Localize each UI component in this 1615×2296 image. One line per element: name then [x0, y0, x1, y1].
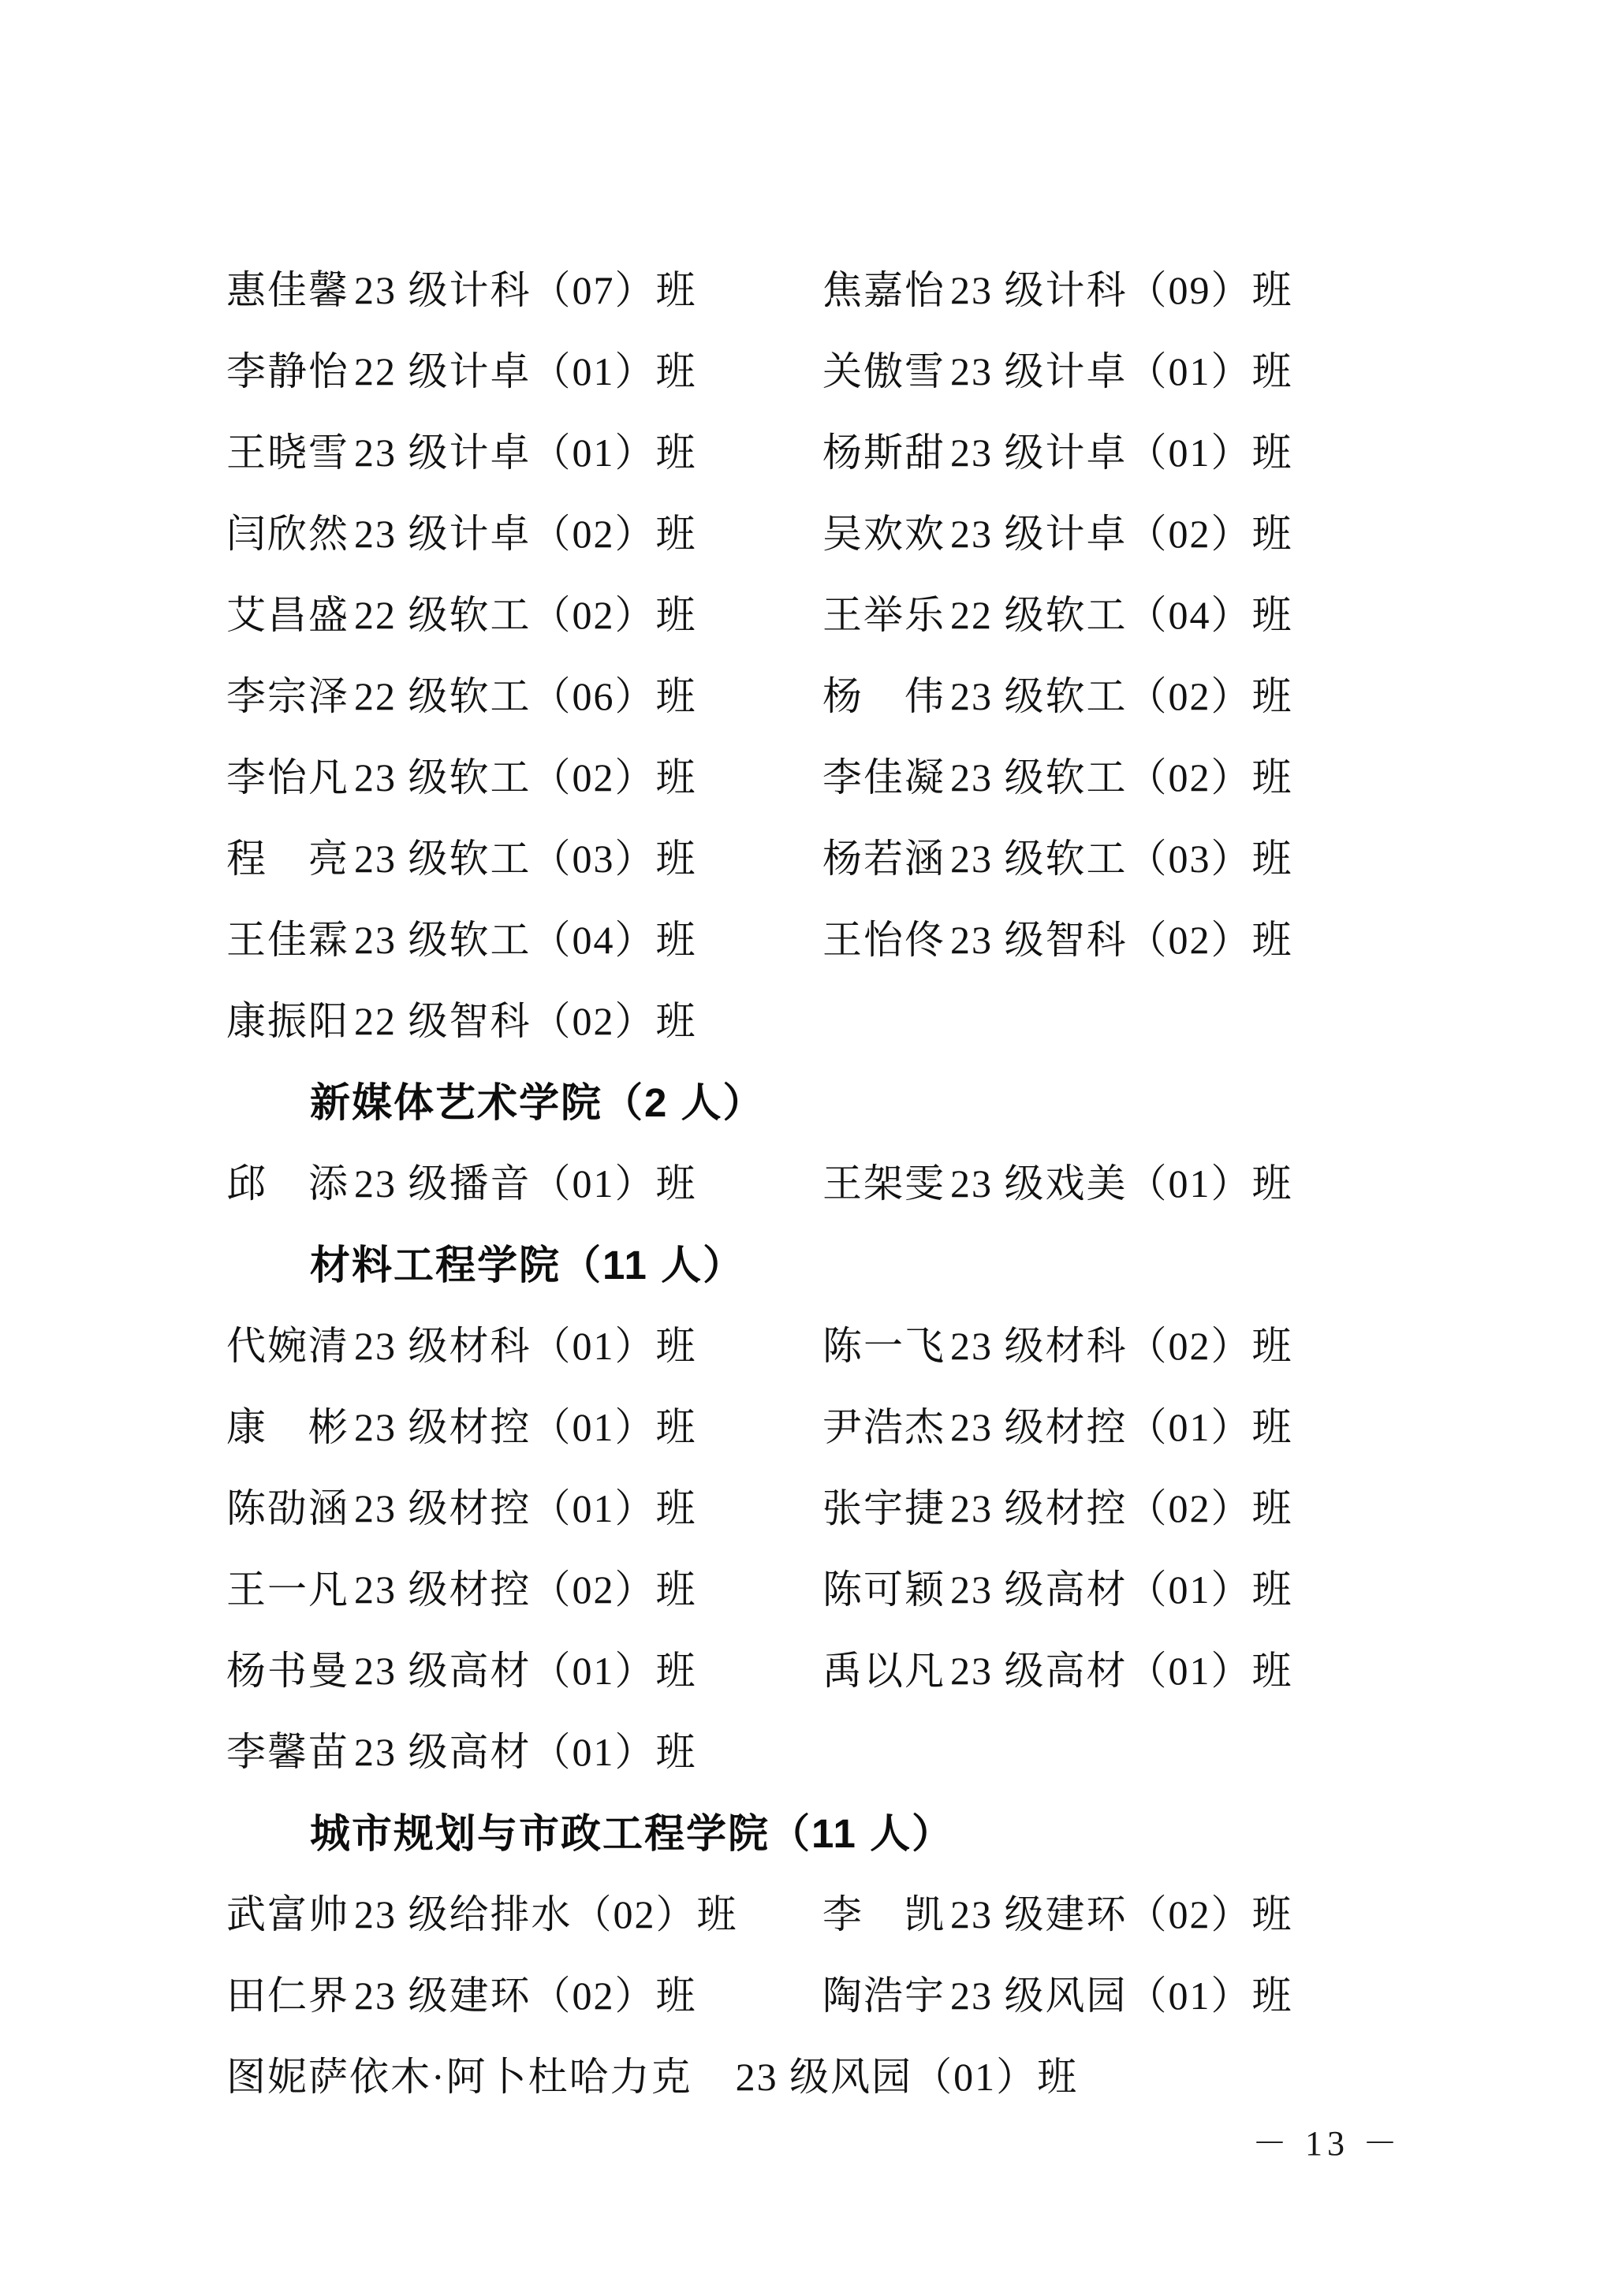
student-class: 23 级播音（01）班 — [354, 1161, 697, 1206]
student-class: 23 级计卓（01）班 — [354, 430, 697, 475]
student-row — [0, 1545, 1615, 1627]
student-entry — [226, 1558, 697, 1615]
student-entry — [822, 1639, 1293, 1696]
student-entry — [822, 1726, 950, 1772]
student-name: 张宇捷 — [822, 1485, 946, 1530]
student-row — [0, 571, 1615, 652]
student-class: 22 级软工（06）班 — [354, 673, 697, 718]
student-entry — [822, 908, 1293, 965]
student-name: 康振阳 — [226, 998, 349, 1043]
student-name: 李 凯 — [822, 1892, 946, 1936]
student-name: 武富帅 — [226, 1892, 349, 1936]
student-class: 23 级软工（02）班 — [950, 755, 1293, 800]
student-name: 尹浩杰 — [822, 1404, 946, 1449]
student-name: 杨斯甜 — [822, 430, 946, 475]
student-entry — [226, 259, 697, 315]
student-row — [0, 977, 1615, 1058]
student-name: 吴欢欢 — [822, 511, 946, 556]
student-class: 23 级给排水（02）班 — [354, 1892, 738, 1936]
student-class: 23 级材控（02）班 — [950, 1485, 1293, 1530]
student-row — [0, 1627, 1615, 1708]
student-entry — [226, 2045, 1078, 2102]
student-class: 23 级材控（01）班 — [950, 1404, 1293, 1449]
student-entry — [822, 259, 1293, 315]
student-row — [0, 408, 1615, 490]
student-entry — [822, 995, 950, 1041]
student-row — [0, 1464, 1615, 1545]
student-class: 23 级高材（01）班 — [950, 1648, 1293, 1693]
student-name: 王晓雪 — [226, 430, 349, 475]
student-entry — [226, 583, 697, 640]
student-row — [0, 1708, 1615, 1789]
student-entry — [226, 1964, 697, 2021]
student-class: 23 级戏美（01）班 — [950, 1161, 1293, 1206]
student-name: 田仁界 — [226, 1973, 349, 2018]
student-class: 23 级软工（03）班 — [354, 836, 697, 881]
section-heading-row — [0, 1789, 1615, 1870]
student-name: 李佳凝 — [822, 755, 946, 800]
student-entry — [226, 1720, 697, 1777]
student-entry — [226, 1883, 738, 1940]
student-name: 李馨苗 — [226, 1729, 349, 1774]
section-heading-row — [0, 1221, 1615, 1302]
student-name: 陶浩宇 — [822, 1973, 946, 2018]
student-class: 23 级软工（04）班 — [354, 917, 697, 962]
student-entry — [822, 1964, 1293, 2021]
student-name: 惠佳馨 — [226, 267, 349, 312]
student-class: 23 级计科（07）班 — [354, 267, 697, 312]
section-heading: 城市规划与市政工程学院（11 人） — [310, 1810, 954, 1856]
student-name: 程 亮 — [226, 836, 349, 881]
student-entry — [226, 990, 697, 1046]
student-class: 23 级高材（01）班 — [354, 1648, 697, 1693]
student-name: 李怡凡 — [226, 755, 349, 800]
student-name: 闫欣然 — [226, 511, 349, 556]
student-name: 王一凡 — [226, 1567, 349, 1612]
student-entry — [822, 827, 1293, 884]
student-class: 22 级软工（02）班 — [354, 592, 697, 637]
student-row — [0, 490, 1615, 571]
student-entry — [822, 583, 1293, 640]
student-entry — [226, 502, 697, 559]
student-name: 艾昌盛 — [226, 592, 349, 637]
student-entry — [226, 1639, 697, 1696]
student-name: 王怡佟 — [822, 917, 946, 962]
student-name: 杨书曼 — [226, 1648, 349, 1693]
student-class: 23 级计科（09）班 — [950, 267, 1293, 312]
student-row — [0, 2033, 1615, 2114]
student-entry — [822, 746, 1293, 803]
student-name: 陈一飞 — [822, 1323, 946, 1368]
student-entry — [822, 1477, 1293, 1534]
student-name: 陈可颖 — [822, 1567, 946, 1612]
student-class: 23 级计卓（01）班 — [950, 430, 1293, 475]
student-entry — [226, 1477, 697, 1534]
student-name: 关傲雪 — [822, 348, 946, 393]
student-name: 李静怡 — [226, 348, 349, 393]
student-class: 23 级软工（02）班 — [354, 755, 697, 800]
student-class: 23 级软工（02）班 — [950, 673, 1293, 718]
student-entry — [822, 1152, 1293, 1209]
student-class: 23 级软工（03）班 — [950, 836, 1293, 881]
page-number: － 13 － — [1252, 2124, 1402, 2163]
student-name: 杨若涵 — [822, 836, 946, 881]
student-entry — [822, 340, 1293, 397]
student-entry — [226, 746, 697, 803]
student-entry — [822, 1883, 1293, 1940]
student-entry — [822, 1314, 1293, 1371]
student-class: 23 级计卓（02）班 — [950, 511, 1293, 556]
student-entry — [226, 1314, 697, 1371]
student-row — [0, 1139, 1615, 1221]
student-entry — [226, 827, 697, 884]
student-name: 杨 伟 — [822, 673, 946, 718]
student-name: 邱 添 — [226, 1161, 349, 1206]
student-entry — [226, 340, 697, 397]
student-entry — [226, 421, 697, 478]
student-entry — [226, 1396, 697, 1452]
student-name: 代婉清 — [226, 1323, 349, 1368]
student-entry — [822, 1558, 1293, 1615]
student-name: 焦嘉怡 — [822, 267, 946, 312]
section-heading: 材料工程学院（11 人） — [310, 1242, 745, 1288]
student-class: 23 级风园（01）班 — [735, 2054, 1079, 2099]
student-entry — [226, 1152, 697, 1209]
student-class: 23 级建环（02）班 — [354, 1973, 697, 2018]
section-heading-row — [0, 1058, 1615, 1139]
student-class: 23 级材科（01）班 — [354, 1323, 697, 1368]
student-row — [0, 896, 1615, 977]
student-class: 23 级建环（02）班 — [950, 1892, 1293, 1936]
student-row — [0, 1870, 1615, 1951]
student-name: 王架雯 — [822, 1161, 946, 1206]
student-class: 23 级材科（02）班 — [950, 1323, 1293, 1368]
student-name: 陈劭涵 — [226, 1485, 349, 1530]
student-row — [0, 652, 1615, 733]
student-class: 23 级高材（01）班 — [354, 1729, 697, 1774]
student-entry — [226, 908, 697, 965]
student-name: 图妮萨依木·阿卜杜哈力克 — [226, 2054, 692, 2099]
student-class: 23 级智科（02）班 — [950, 917, 1293, 962]
student-class: 23 级高材（01）班 — [950, 1567, 1293, 1612]
student-entry — [226, 665, 697, 721]
student-row — [0, 1302, 1615, 1383]
student-class: 23 级计卓（01）班 — [950, 348, 1293, 393]
student-name: 李宗泽 — [226, 673, 349, 718]
student-entry — [822, 1396, 1293, 1452]
section-heading: 新媒体艺术学院（2 人） — [310, 1079, 765, 1125]
student-name: 王举乐 — [822, 592, 946, 637]
student-class: 22 级智科（02）班 — [354, 998, 697, 1043]
student-class: 22 级软工（04）班 — [950, 592, 1293, 637]
student-row — [0, 246, 1615, 327]
student-row — [0, 1951, 1615, 2033]
student-name: 康 彬 — [226, 1404, 349, 1449]
student-class: 23 级材控（01）班 — [354, 1404, 697, 1449]
student-class: 23 级材控（02）班 — [354, 1567, 697, 1612]
student-row — [0, 327, 1615, 408]
student-class: 23 级材控（01）班 — [354, 1485, 697, 1530]
student-row — [0, 1383, 1615, 1464]
student-entry — [822, 665, 1293, 721]
student-entry — [822, 502, 1293, 559]
student-class: 23 级风园（01）班 — [950, 1973, 1293, 2018]
student-class: 22 级计卓（01）班 — [354, 348, 697, 393]
student-row — [0, 733, 1615, 814]
student-name: 禹以凡 — [822, 1648, 946, 1693]
student-class: 23 级计卓（02）班 — [354, 511, 697, 556]
student-entry — [822, 421, 1293, 478]
student-name: 王佳霖 — [226, 917, 349, 962]
student-row — [0, 814, 1615, 896]
